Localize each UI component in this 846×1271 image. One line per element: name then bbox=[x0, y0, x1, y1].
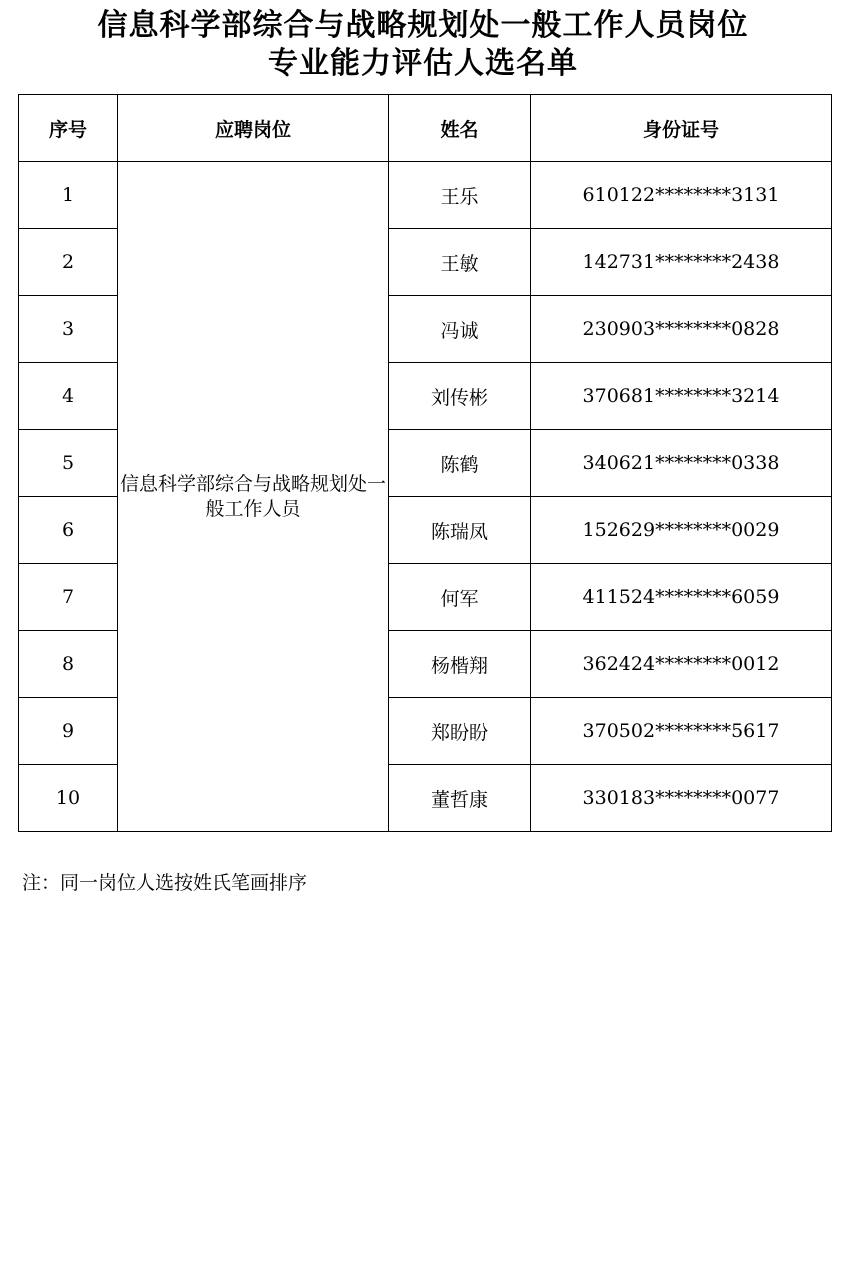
cell-seq: 10 bbox=[19, 765, 118, 832]
cell-seq: 8 bbox=[19, 631, 118, 698]
header-id: 身份证号 bbox=[531, 95, 832, 162]
cell-seq: 4 bbox=[19, 363, 118, 430]
cell-seq: 6 bbox=[19, 497, 118, 564]
cell-name: 王乐 bbox=[389, 162, 531, 229]
cell-seq: 9 bbox=[19, 698, 118, 765]
cell-name: 刘传彬 bbox=[389, 363, 531, 430]
footnote: 注：同一岗位人选按姓氏笔画排序 bbox=[22, 872, 308, 894]
header-position: 应聘岗位 bbox=[118, 95, 389, 162]
cell-name: 陈鹤 bbox=[389, 430, 531, 497]
cell-id: 142731********2438 bbox=[531, 229, 832, 296]
cell-position: 信息科学部综合与战略规划处一般工作人员 bbox=[118, 162, 389, 832]
cell-name: 何军 bbox=[389, 564, 531, 631]
cell-id: 370502********5617 bbox=[531, 698, 832, 765]
cell-name: 杨楷翔 bbox=[389, 631, 531, 698]
cell-id: 362424********0012 bbox=[531, 631, 832, 698]
header-seq: 序号 bbox=[19, 95, 118, 162]
candidate-table bbox=[18, 94, 832, 832]
table-header-row bbox=[19, 95, 832, 162]
cell-id: 330183********0077 bbox=[531, 765, 832, 832]
cell-seq: 1 bbox=[19, 162, 118, 229]
cell-seq: 3 bbox=[19, 296, 118, 363]
table-row bbox=[19, 162, 832, 229]
cell-id: 610122********3131 bbox=[531, 162, 832, 229]
cell-name: 郑盼盼 bbox=[389, 698, 531, 765]
cell-id: 152629********0029 bbox=[531, 497, 832, 564]
cell-seq: 7 bbox=[19, 564, 118, 631]
cell-seq: 2 bbox=[19, 229, 118, 296]
cell-id: 340621********0338 bbox=[531, 430, 832, 497]
cell-name: 冯诚 bbox=[389, 296, 531, 363]
header-name: 姓名 bbox=[389, 95, 531, 162]
document-title-line-1: 信息科学部综合与战略规划处一般工作人员岗位 bbox=[97, 8, 749, 43]
document-title-line-2: 专业能力评估人选名单 bbox=[268, 46, 578, 81]
cell-id: 370681********3214 bbox=[531, 363, 832, 430]
cell-name: 陈瑞凤 bbox=[389, 497, 531, 564]
cell-seq: 5 bbox=[19, 430, 118, 497]
cell-id: 230903********0828 bbox=[531, 296, 832, 363]
cell-id: 411524********6059 bbox=[531, 564, 832, 631]
cell-name: 董哲康 bbox=[389, 765, 531, 832]
cell-name: 王敏 bbox=[389, 229, 531, 296]
